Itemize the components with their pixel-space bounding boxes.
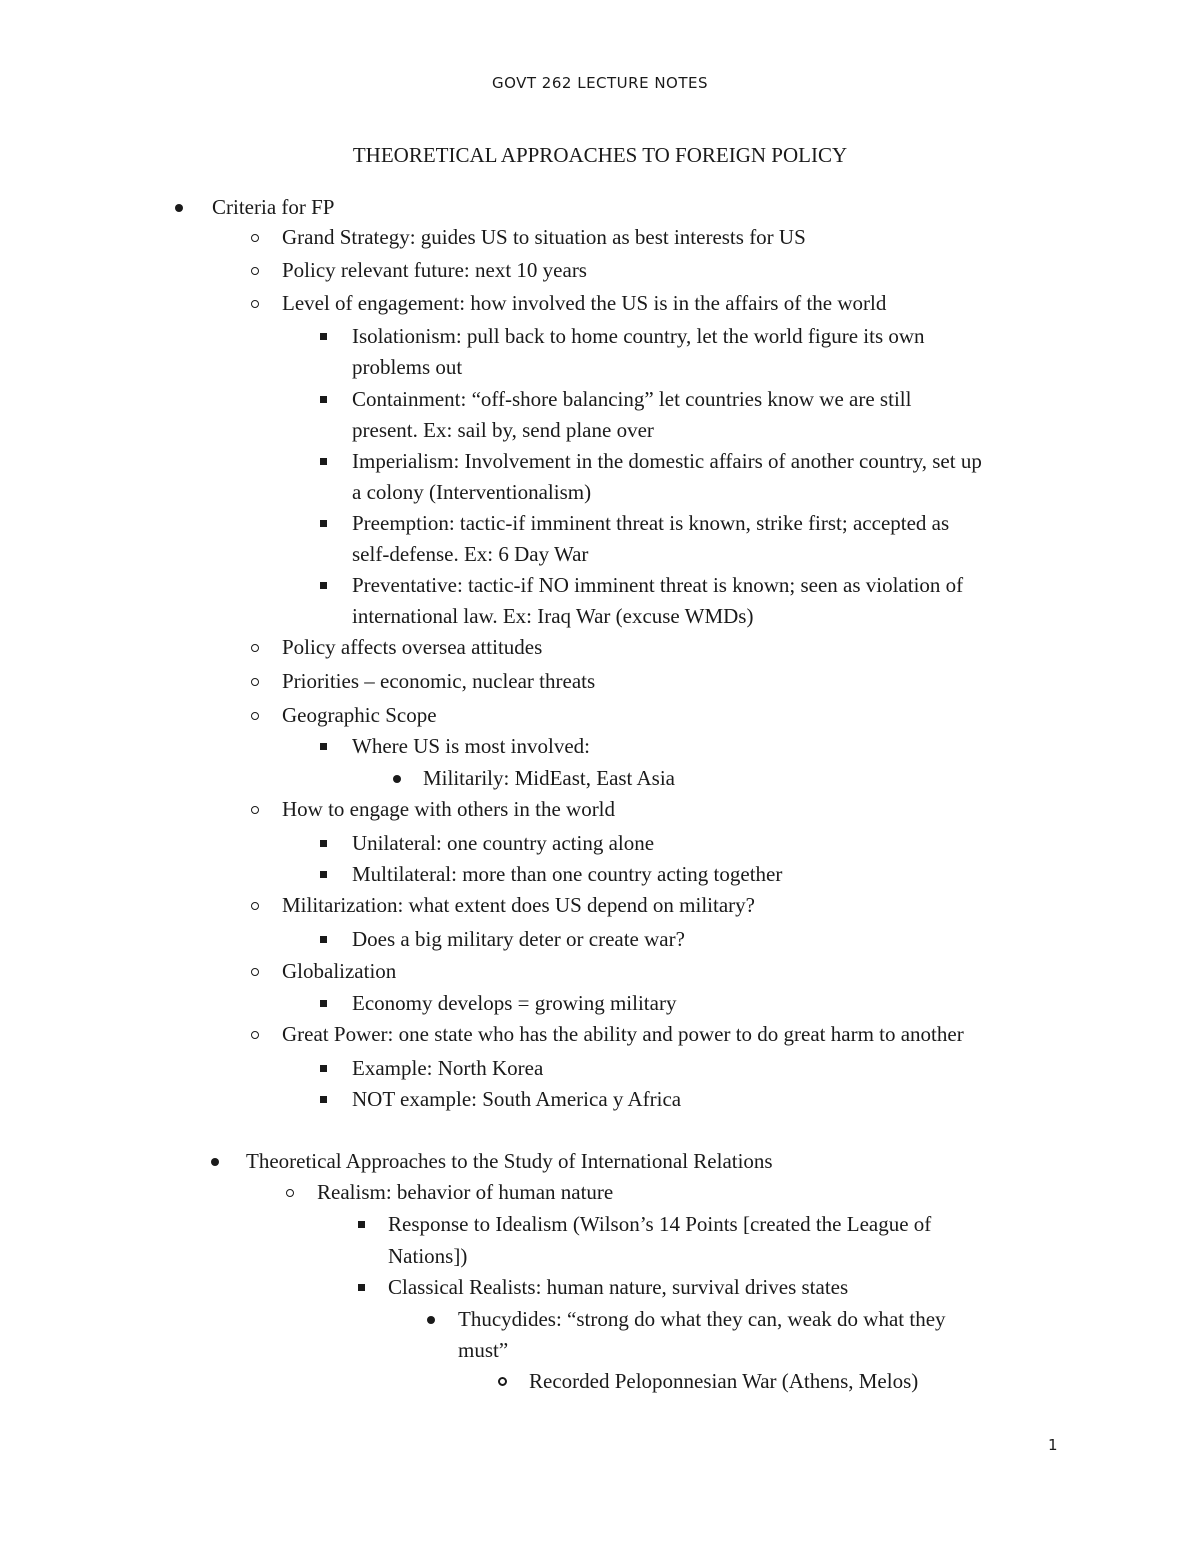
circle-bullet-icon	[248, 700, 262, 731]
list-item: Policy relevant future: next 10 years	[282, 258, 587, 282]
list-item: Geographic Scope	[282, 703, 437, 727]
square-bullet-icon	[316, 988, 330, 1019]
list-item: Imperialism: Involvement in the domestic affairs of another country, set up	[352, 449, 982, 473]
bullet-icon	[424, 1304, 438, 1335]
list-item: Recorded Peloponnesian War (Athens, Melos)	[529, 1369, 919, 1393]
square-bullet-icon	[316, 321, 330, 352]
list-item: international law. Ex: Iraq War (excuse WMDs)	[352, 604, 754, 628]
list-item: Where US is most involved:	[352, 734, 590, 758]
circle-bullet-icon	[248, 890, 262, 921]
list-item: Criteria for FP	[212, 195, 335, 219]
circle-bullet-icon	[248, 632, 262, 663]
list-item: NOT example: South America y Africa	[352, 1087, 682, 1111]
list-item: Level of engagement: how involved the US is in the affairs of the world	[282, 291, 887, 315]
square-bullet-icon	[316, 384, 330, 415]
circle-bullet-icon	[248, 255, 262, 286]
list-item: must”	[458, 1338, 509, 1362]
circle-bullet-icon	[283, 1177, 297, 1208]
list-item: Globalization	[282, 959, 397, 983]
list-item: Priorities – economic, nuclear threats	[282, 669, 596, 693]
circle-bullet-icon	[248, 794, 262, 825]
list-item: Economy develops = growing military	[352, 991, 677, 1015]
list-item: Great Power: one state who has the ability and power to do great harm to another	[282, 1022, 964, 1046]
square-bullet-icon	[316, 446, 330, 477]
list-item: Nations])	[388, 1244, 468, 1268]
circle-bullet-icon	[248, 956, 262, 987]
list-item: How to engage with others in the world	[282, 797, 616, 821]
page-number: 1	[1048, 1436, 1058, 1454]
square-bullet-icon	[316, 1053, 330, 1084]
list-item: Unilateral: one country acting alone	[352, 831, 655, 855]
list-item: Multilateral: more than one country acting together	[352, 862, 783, 886]
list-item: Theoretical Approaches to the Study of International Relations	[246, 1149, 773, 1173]
list-item: Grand Strategy: guides US to situation as best interests for US	[282, 225, 806, 249]
circle-bullet-icon	[248, 1019, 262, 1050]
square-bullet-icon	[316, 570, 330, 601]
list-item: Preventative: tactic-if NO imminent threat is known; seen as violation of	[352, 573, 964, 597]
list-item: Classical Realists: human nature, survival drives states	[388, 1275, 849, 1299]
list-item: Militarization: what extent does US depend on military?	[282, 893, 755, 917]
circle-bullet-icon	[248, 222, 262, 253]
bullet-icon	[172, 192, 186, 223]
square-bullet-icon	[354, 1272, 368, 1303]
list-item: self-defense. Ex: 6 Day War	[352, 542, 589, 566]
bullet-icon	[208, 1146, 222, 1177]
square-bullet-icon	[316, 924, 330, 955]
square-bullet-icon	[316, 731, 330, 762]
bullet-icon	[390, 763, 404, 794]
list-item: Does a big military deter or create war?	[352, 927, 685, 951]
square-bullet-icon	[316, 1084, 330, 1115]
list-item: Isolationism: pull back to home country, let the world figure its own	[352, 324, 925, 348]
square-bullet-icon	[354, 1209, 368, 1240]
list-item: Response to Idealism (Wilson’s 14 Points [created the League of	[388, 1212, 932, 1236]
page-title: THEORETICAL APPROACHES TO FOREIGN POLICY	[352, 143, 848, 167]
list-item: Realism: behavior of human nature	[317, 1180, 614, 1204]
square-bullet-icon	[316, 508, 330, 539]
list-item: present. Ex: sail by, send plane over	[352, 418, 654, 442]
document-header: GOVT 262 LECTURE NOTES	[491, 74, 709, 92]
list-item: Militarily: MidEast, East Asia	[423, 766, 675, 790]
list-item: Thucydides: “strong do what they can, weak do what they	[458, 1307, 946, 1331]
circle-bullet-icon	[248, 288, 262, 319]
list-item: problems out	[352, 355, 463, 379]
list-item: Preemption: tactic-if imminent threat is known, strike first; accepted as	[352, 511, 950, 535]
square-bullet-icon	[316, 828, 330, 859]
list-item: Example: North Korea	[352, 1056, 544, 1080]
circle-bullet-icon	[495, 1366, 509, 1397]
list-item: a colony (Interventionalism)	[352, 480, 592, 504]
list-item: Policy affects oversea attitudes	[282, 635, 543, 659]
list-item: Containment: “off-shore balancing” let countries know we are still	[352, 387, 912, 411]
circle-bullet-icon	[248, 666, 262, 697]
square-bullet-icon	[316, 859, 330, 890]
